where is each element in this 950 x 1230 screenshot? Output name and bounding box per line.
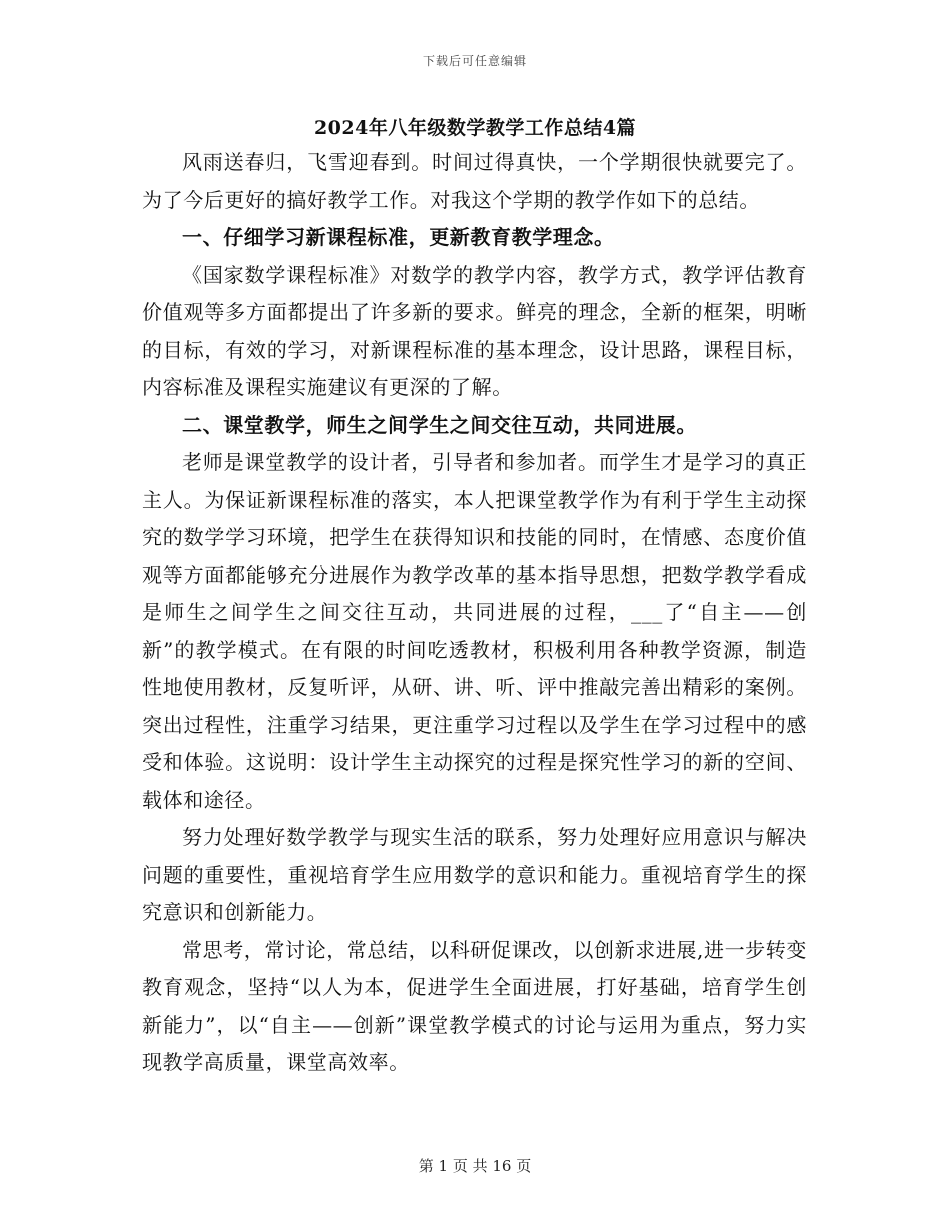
section-1-heading: 一、仔细学习新课程标准，更新教育教学理念。 [182, 225, 615, 249]
page-number-footer: 第 1 页 共 16 页 [418, 1157, 532, 1175]
intro-paragraph: 风雨送春归，飞雪迎春到。时间过得真快，一个学期很快就要完了。为了今后更好的搞好教学工作。对我这个学期的教学作如下的总结。 [142, 150, 807, 212]
section-2-paragraph-1: 老师是课堂教学的设计者，引导者和参加者。而学生才是学习的真正主人。为保证新课程标准的落实，本人把课堂教学作为有利于学生主动探究的数学学习环境，把学生在获得知识和技能的同时，在情感、态度价值观等方面都能够充分进展作为教学改革的基本指导思想，把数学教学看成是师生之间学生之间交往互动，共同进展的过程，___了“自主——创新”的教学模式。在有限的时间吃透教材，积极利用各种教学资源，制造性地使用教材，反复听评，从研、讲、听、评中推敲完善出精彩的案例。突出过程性，注重学习结果，更注重学习过程以及学生在学习过程中的感受和体验。这说明：设计学生主动探究的过程是探究性学习的新的空间、载体和途径。 [142, 450, 807, 812]
section-1-paragraph: 《国家数学课程标准》对数学的教学内容，教学方式，教学评估教育价值观等多方面都提出了许多新的要求。鲜亮的理念，全新的框架，明晰的目标，有效的学习，对新课程标准的基本理念，设计思路，课程目标，内容标准及课程实施建议有更深的了解。 [142, 262, 807, 399]
document-title: 2024年八年级数学教学工作总结4篇 [313, 117, 637, 139]
section-2-paragraph-3: 常思考，常讨论，常总结，以科研促课改，以创新求进展,进一步转变教育观念，坚持“以人为本，促进学生全面进展，打好基础，培育学生创新能力”，以“自主——创新”课堂教学模式的讨论与运用为重点，努力实现教学高质量，课堂高效率。 [142, 937, 807, 1074]
document-body [142, 144, 807, 1082]
section-2-paragraph-2: 努力处理好数学教学与现实生活的联系，努力处理好应用意识与解决问题的重要性，重视培育学生应用数学的意识和能力。重视培育学生的探究意识和创新能力。 [142, 825, 807, 924]
section-2-heading: 二、课堂教学，师生之间学生之间交往互动，共同进展。 [182, 412, 697, 437]
page-header-note: 下载后可任意编辑 [422, 54, 527, 68]
